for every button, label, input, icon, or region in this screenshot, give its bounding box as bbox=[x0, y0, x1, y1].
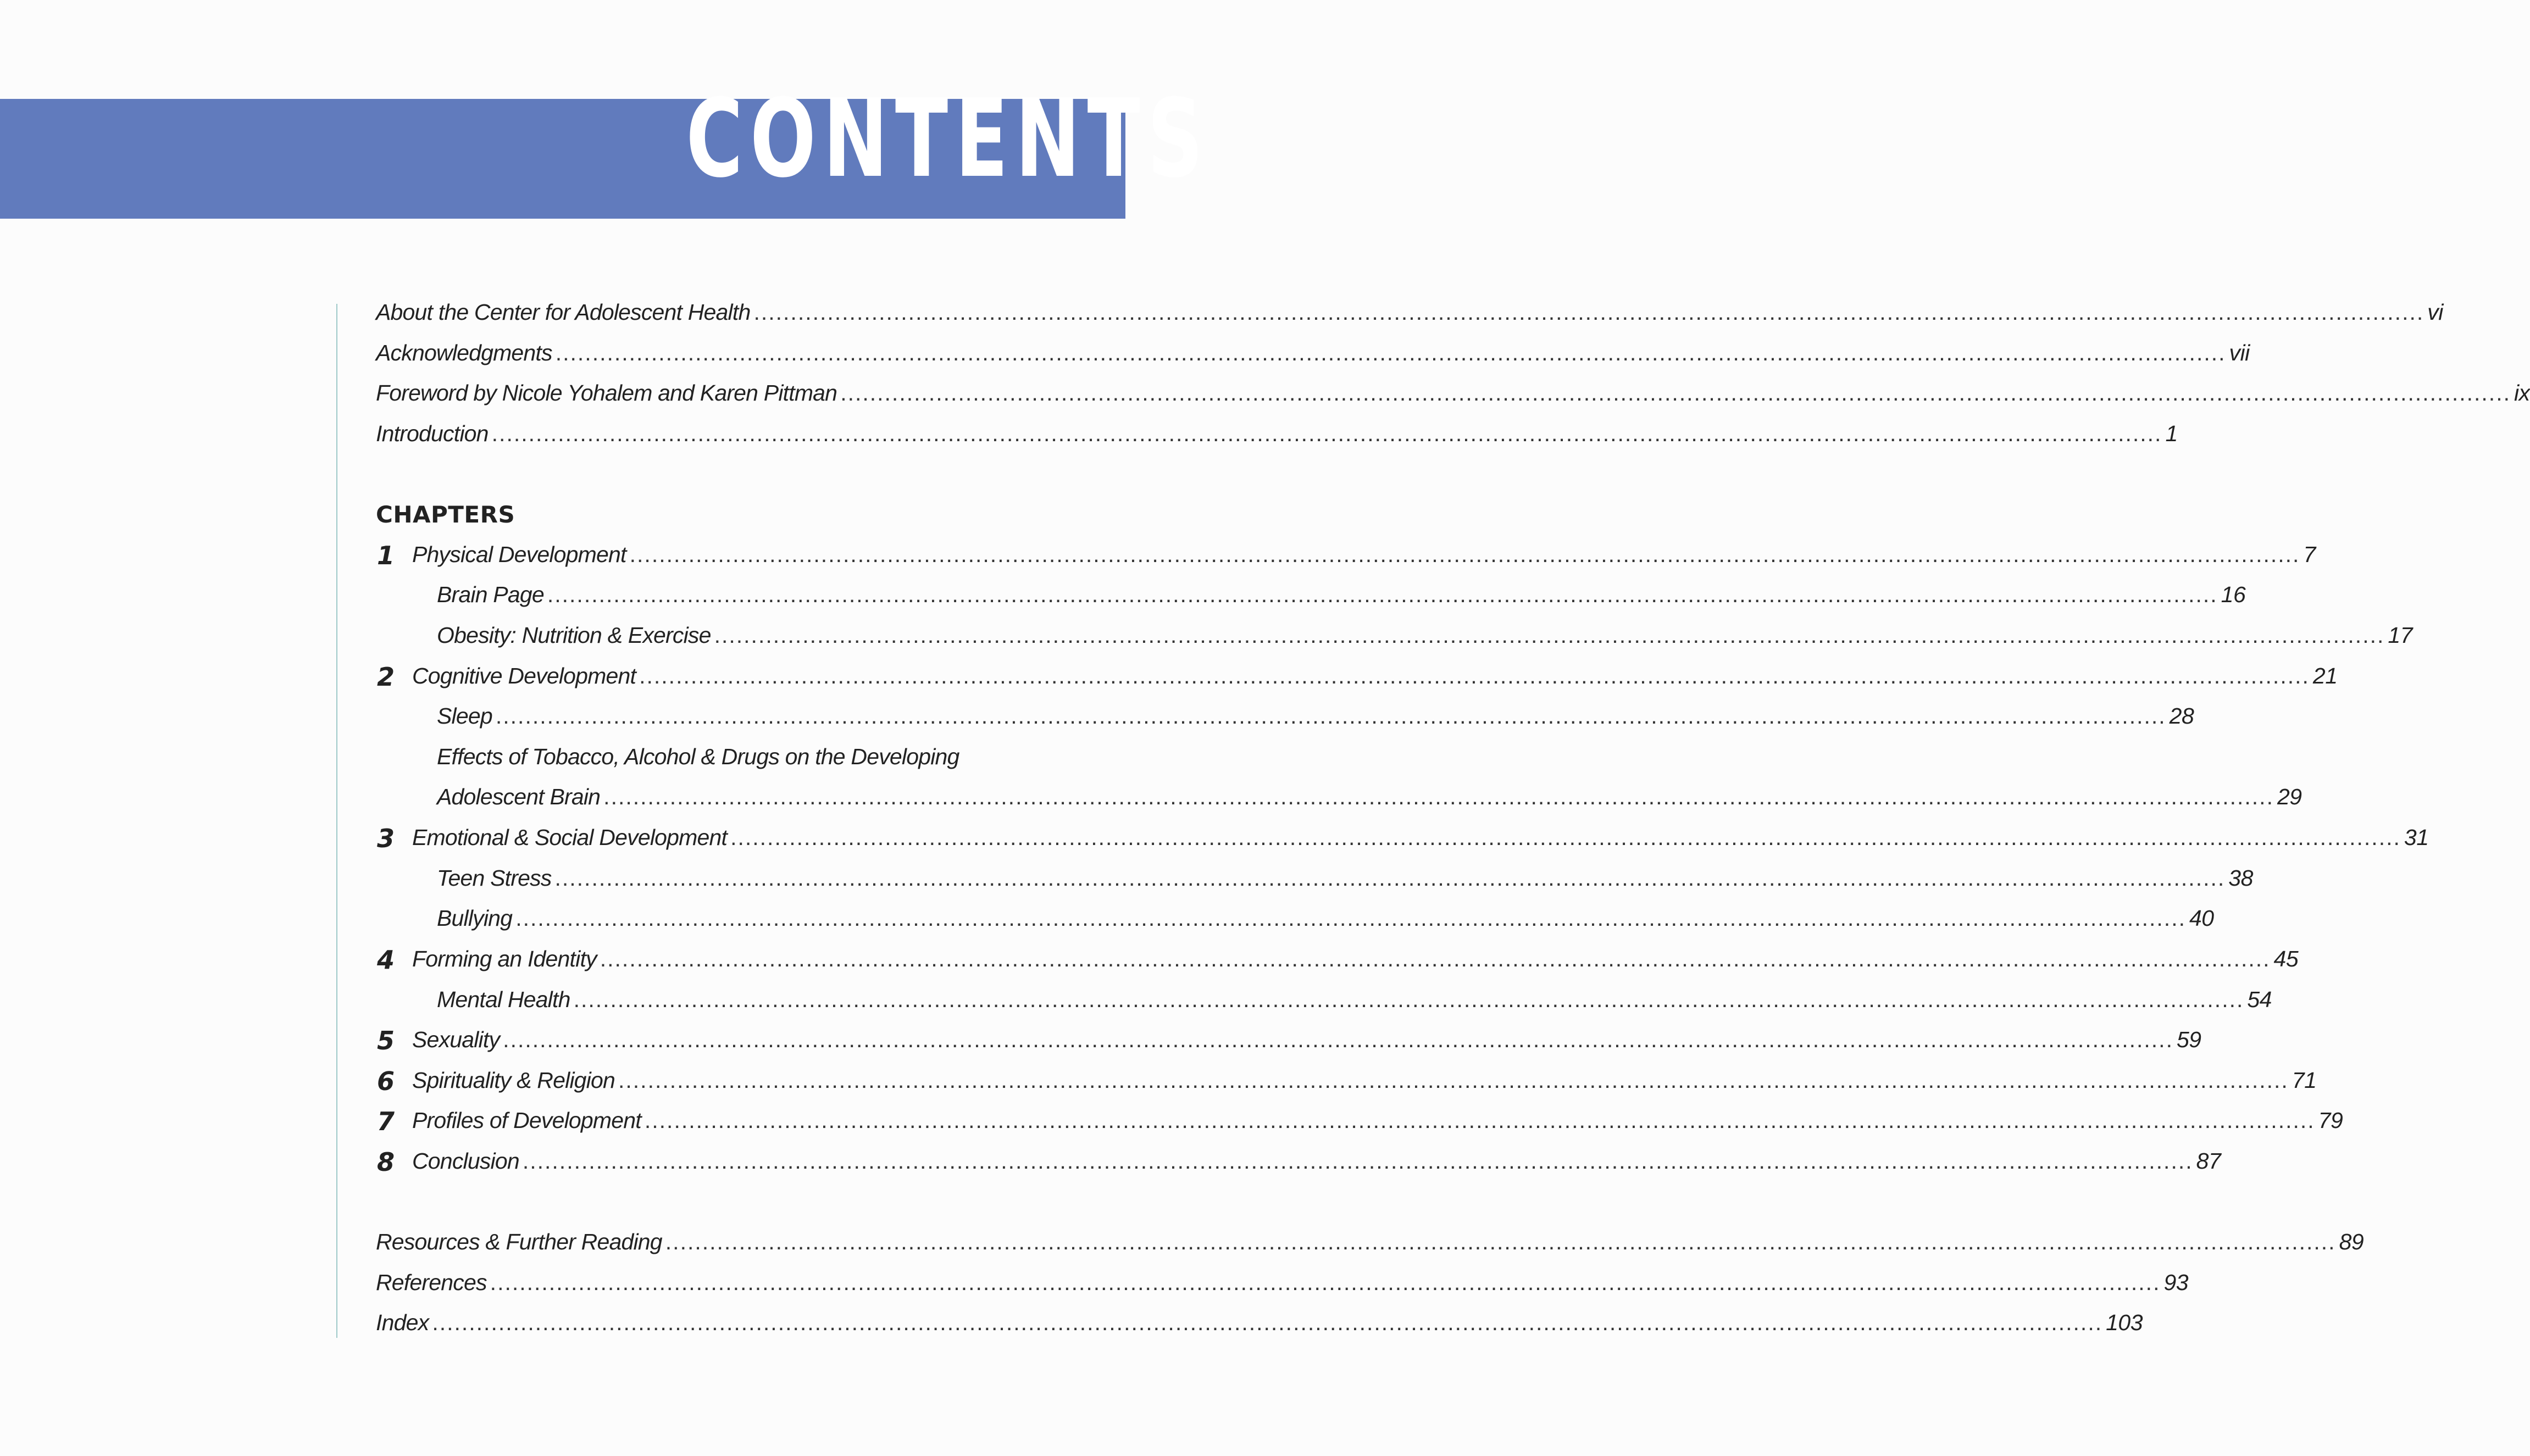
toc-entry-page: 54 bbox=[2247, 987, 2272, 1012]
toc-entry-page: 59 bbox=[2176, 1027, 2201, 1052]
toc-entry-chapter-3[interactable] bbox=[412, 825, 2429, 858]
chapter-number: 1 bbox=[377, 541, 395, 570]
toc-entry-chapter-1[interactable] bbox=[412, 542, 2316, 575]
toc-entry-label: Mental Health bbox=[437, 987, 570, 1012]
toc-entry-page: vii bbox=[2229, 340, 2250, 365]
toc-entry-references[interactable] bbox=[376, 1270, 2189, 1303]
leader-dots bbox=[714, 623, 2385, 648]
leader-dots bbox=[554, 865, 2225, 891]
toc-entry-label: Brain Page bbox=[437, 582, 544, 607]
toc-entry-page: 45 bbox=[2273, 946, 2299, 971]
toc-entry-label: Forming an Identity bbox=[412, 946, 597, 971]
toc-entry-page: 31 bbox=[2404, 825, 2429, 850]
toc-entry-chapter-6[interactable] bbox=[412, 1068, 2317, 1101]
toc-entry-resources[interactable] bbox=[376, 1229, 2364, 1262]
leader-dots bbox=[492, 421, 2162, 447]
toc-entry-page: 79 bbox=[2318, 1108, 2343, 1133]
toc-entry-label: Effects of Tobacco, Alcohol & Drugs on the Developing bbox=[437, 744, 959, 769]
toc-entry-page: vi bbox=[2427, 299, 2443, 325]
toc-entry-label: Teen Stress bbox=[437, 865, 552, 891]
toc-entry-label: Physical Development bbox=[412, 542, 626, 567]
toc-entry-page: 21 bbox=[2312, 663, 2338, 688]
toc-entry-label: Resources & Further Reading bbox=[376, 1229, 662, 1254]
toc-entry-effects-line1 bbox=[437, 744, 994, 777]
toc-entry-page: 17 bbox=[2388, 623, 2412, 648]
toc-entry-label: Sleep bbox=[437, 703, 492, 729]
toc-entry-label: Obesity: Nutrition & Exercise bbox=[437, 623, 711, 648]
leader-dots bbox=[630, 542, 2300, 568]
toc-entry-page: 38 bbox=[2228, 865, 2253, 891]
leader-dots bbox=[523, 1148, 2193, 1174]
leader-dots bbox=[574, 987, 2244, 1013]
toc-entry-effects[interactable] bbox=[437, 784, 2302, 817]
toc-entry-label: Foreword by Nicole Yohalem and Karen Pittman bbox=[376, 380, 837, 405]
leader-dots bbox=[665, 1229, 2336, 1255]
toc-entry-brain-page[interactable] bbox=[437, 582, 2246, 615]
leader-dots bbox=[600, 946, 2271, 972]
leader-dots bbox=[547, 582, 2218, 608]
toc-entry-bullying[interactable] bbox=[437, 905, 2214, 938]
toc-entry-chapter-8[interactable] bbox=[412, 1148, 2221, 1181]
toc-entry-index[interactable] bbox=[376, 1310, 2143, 1343]
leader-dots bbox=[496, 703, 2166, 729]
leader-dots bbox=[432, 1310, 2102, 1336]
leader-dots bbox=[753, 299, 2424, 325]
toc-entry-teen-stress[interactable] bbox=[437, 865, 2253, 898]
page-title: CONTENTS bbox=[686, 76, 1211, 202]
toc-entry-label: References bbox=[376, 1270, 487, 1295]
leader-dots bbox=[639, 663, 2310, 689]
toc-entry-sleep[interactable] bbox=[437, 703, 2194, 736]
toc-entry-chapter-2[interactable] bbox=[412, 663, 2338, 696]
toc-entry-label: Conclusion bbox=[412, 1148, 519, 1174]
chapter-number: 2 bbox=[377, 662, 395, 692]
vertical-rule bbox=[336, 304, 337, 1338]
leader-dots bbox=[556, 340, 2226, 366]
toc-entry-label: About the Center for Adolescent Health bbox=[376, 299, 751, 325]
toc-entry-introduction[interactable] bbox=[376, 421, 2178, 454]
chapter-number: 6 bbox=[377, 1066, 395, 1096]
toc-entry-page: ix bbox=[2514, 380, 2530, 405]
toc-entry-label: Adolescent Brain bbox=[437, 784, 601, 809]
toc-entry-page: 71 bbox=[2292, 1068, 2317, 1093]
toc-entry-label: Spirituality & Religion bbox=[412, 1068, 615, 1093]
leader-dots bbox=[618, 1068, 2289, 1093]
toc-entry-page: 103 bbox=[2106, 1310, 2143, 1335]
toc-entry-chapter-4[interactable] bbox=[412, 946, 2299, 979]
toc-entry-page: 40 bbox=[2189, 905, 2214, 931]
toc-entry-label: Bullying bbox=[437, 905, 513, 931]
toc-entry-page: 16 bbox=[2221, 582, 2246, 607]
toc-entry-chapter-7[interactable] bbox=[412, 1108, 2343, 1141]
toc-entry-label: Acknowledgments bbox=[376, 340, 552, 365]
chapter-number: 7 bbox=[377, 1107, 395, 1136]
leader-dots bbox=[645, 1108, 2315, 1133]
toc-entry-chapter-5[interactable] bbox=[412, 1027, 2201, 1060]
leader-dots bbox=[490, 1270, 2161, 1296]
toc-entry-foreword[interactable] bbox=[376, 380, 2530, 413]
toc-entry-label: Cognitive Development bbox=[412, 663, 636, 688]
toc-entry-page: 89 bbox=[2339, 1229, 2364, 1254]
toc-entry-page: 28 bbox=[2169, 703, 2194, 729]
toc-entry-label: Emotional & Social Development bbox=[412, 825, 728, 850]
toc-entry-about[interactable] bbox=[376, 299, 2443, 332]
toc-entry-page: 93 bbox=[2163, 1270, 2189, 1295]
chapters-heading: CHAPTERS bbox=[376, 501, 515, 528]
toc-entry-obesity[interactable] bbox=[437, 623, 2412, 655]
leader-dots bbox=[840, 380, 2511, 406]
toc-entry-acknowledgments[interactable] bbox=[376, 340, 2250, 373]
chapter-number: 3 bbox=[377, 824, 395, 853]
toc-entry-label: Sexuality bbox=[412, 1027, 500, 1052]
toc-entry-mental-health[interactable] bbox=[437, 987, 2272, 1020]
leader-dots bbox=[515, 905, 2186, 931]
toc-entry-page: 7 bbox=[2303, 542, 2316, 567]
chapter-number: 8 bbox=[377, 1147, 395, 1177]
toc-entry-label: Profiles of Development bbox=[412, 1108, 641, 1133]
toc-entry-page: 1 bbox=[2165, 421, 2178, 446]
leader-dots bbox=[603, 784, 2274, 810]
toc-entry-label: Index bbox=[376, 1310, 429, 1335]
chapter-number: 4 bbox=[377, 945, 395, 975]
leader-dots bbox=[503, 1027, 2173, 1053]
toc-entry-label: Introduction bbox=[376, 421, 489, 446]
chapter-number: 5 bbox=[377, 1026, 395, 1055]
toc-entry-page: 87 bbox=[2196, 1148, 2221, 1174]
toc-entry-page: 29 bbox=[2277, 784, 2302, 809]
leader-dots bbox=[730, 825, 2401, 851]
